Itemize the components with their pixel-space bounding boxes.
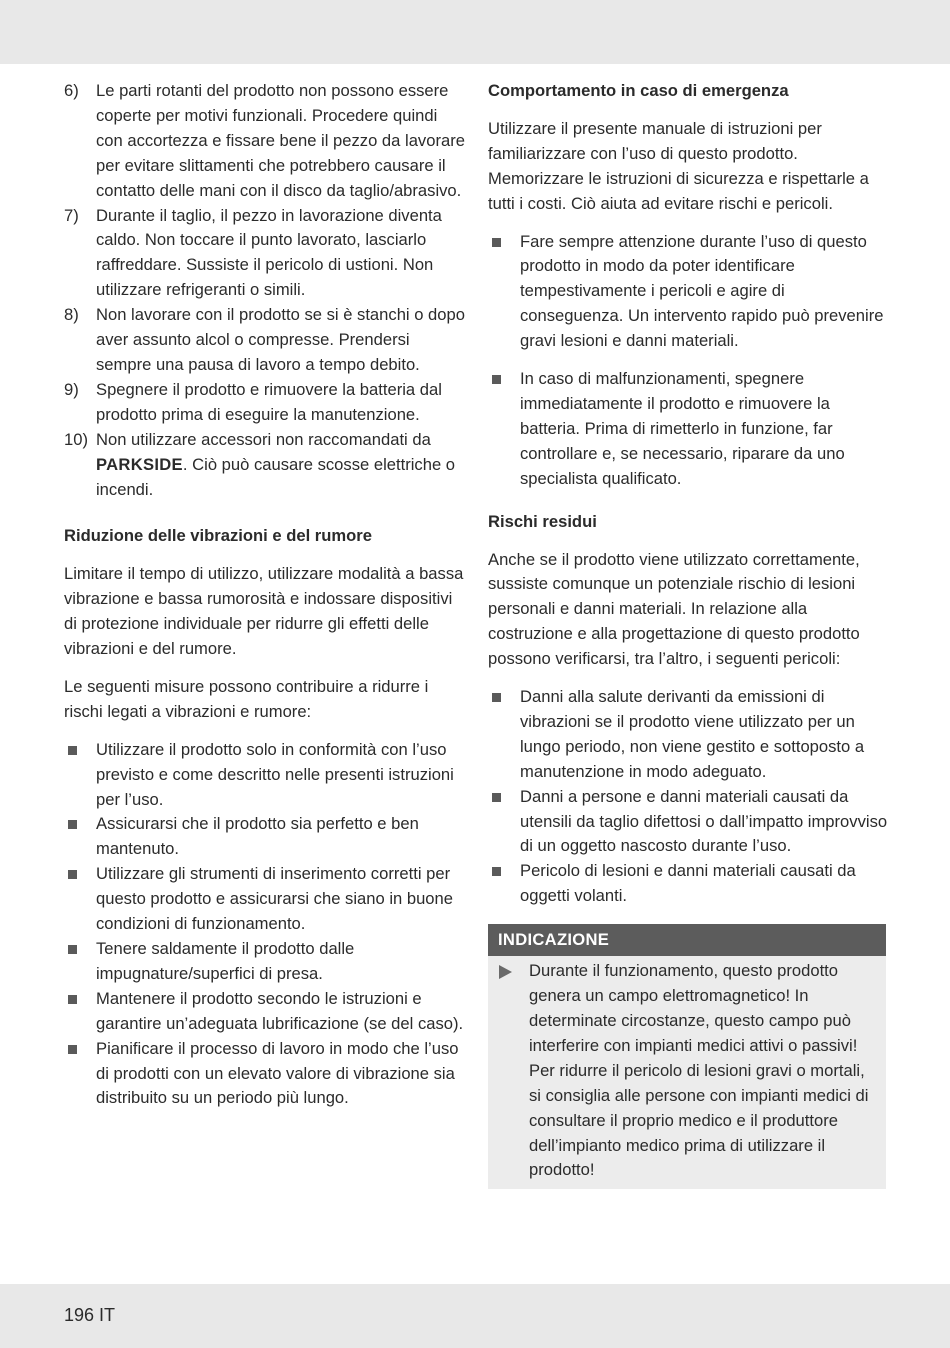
- note-box: [488, 924, 886, 1189]
- square-bullet-icon: [488, 859, 520, 909]
- list-item: [64, 862, 466, 937]
- bullet-text: Mantenere il prodotto secondo le istruzioni e garantire un’adeguata lubrificazione (se del caso).: [96, 988, 464, 1033]
- bullet-text: Danni alla salute derivanti da emissioni di vibrazioni se il prodotto viene utilizzato per un lungo periodo, non viene gestito e sottoposto a manutenzione in modo adeguato.: [520, 687, 865, 781]
- header-band: [0, 0, 950, 64]
- square-bullet-icon: [64, 937, 96, 987]
- square-bullet-icon: [488, 685, 520, 785]
- vibration-paragraph: Limitare il tempo di utilizzo, utilizzare modalità a bassa vibrazione e bassa rumorosità e indossare dispositivi di protezione individuale per ridurre gli effetti delle vibrazioni e del rumore.: [64, 564, 464, 659]
- residual-bullet-list: [488, 685, 888, 909]
- item-text: [96, 428, 466, 503]
- square-bullet-icon: [488, 785, 520, 860]
- list-item: [64, 378, 466, 428]
- right-column: [488, 79, 888, 1189]
- item-text-before: Non utilizzare accessori non raccomandati da: [96, 429, 431, 449]
- bullet-text: Utilizzare il prodotto solo in conformità con l’uso previsto e come descritto nelle presenti istruzioni per l’uso.: [96, 739, 454, 809]
- square-bullet-icon: [64, 1037, 96, 1112]
- list-item: [64, 428, 466, 503]
- bullet-text: Fare sempre attenzione durante l’uso di questo prodotto in modo da poter identificare tempestivamente i pericoli e agire di conseguenza. Un intervento rapido può prevenire gravi lesioni e danni materiali.: [520, 231, 884, 351]
- item-text: Le parti rotanti del prodotto non possono essere coperte per motivi funzionali. Procedere quindi con accortezza e fissare bene il pezzo da lavorare per evitare slittamenti che potrebbero causare il contatto delle mani con il disco da taglio/abrasivo.: [96, 81, 465, 200]
- item-text: Spegnere il prodotto e rimuovere la batteria dal prodotto prima di eseguire la manutenzione.: [96, 379, 442, 424]
- item-number: 8): [64, 305, 79, 325]
- emergency-heading: Comportamento in caso di emergenza: [488, 81, 789, 100]
- vibration-bullet-list: [64, 738, 466, 1112]
- square-bullet-icon: [64, 738, 96, 813]
- item-number: 6): [64, 81, 79, 100]
- list-item: [64, 937, 466, 987]
- item-text: Durante il taglio, il pezzo in lavorazione diventa caldo. Non toccare il punto lavorato, lasciarlo raffreddare. Sussiste il pericolo di ustioni. Non utilizzare refrigeranti o simili.: [96, 205, 442, 300]
- list-item: [64, 1037, 466, 1112]
- bullet-text: Pianificare il processo di lavoro in modo che l’uso di prodotti con un elevato valore di vibrazione sia distribuito su un periodo più lungo.: [96, 1038, 459, 1108]
- list-item: [488, 230, 888, 355]
- square-bullet-icon: [64, 812, 96, 862]
- bullet-text: Utilizzare gli strumenti di inserimento corretti per questo prodotto e assicurarsi che siano in buone condizioni di funzionamento.: [96, 864, 453, 934]
- list-item: [64, 204, 466, 304]
- list-item: [488, 367, 888, 492]
- page-number: 196 IT: [64, 1305, 116, 1325]
- list-item: [488, 685, 888, 785]
- item-number: 9): [64, 379, 79, 399]
- numbered-safety-list: [64, 79, 466, 502]
- note-text: Durante il funzionamento, questo prodotto genera un campo elettromagnetico! In determinate circostanze, questo campo può interferire con impianti medici attivi o passivi! Per ridurre il pericolo di lesioni gravi o mortali, si consiglia alle persone con impianti medici di consultare il proprio medico e il produttore dell’impianto medico prima di utilizzare il prodotto!: [529, 961, 869, 1180]
- arrow-right-icon: [488, 959, 529, 1183]
- square-bullet-icon: [64, 862, 96, 937]
- list-item: [64, 79, 466, 204]
- item-text: Non lavorare con il prodotto se si è stanchi o dopo aver assunto alcol o compresse. Prendersi sempre una pausa di lavoro a tempo debito.: [96, 305, 465, 374]
- list-item: [488, 859, 888, 909]
- footer-band: [0, 1284, 950, 1348]
- vibration-measures-intro: Le seguenti misure possono contribuire a ridurre i rischi legati a vibrazioni e rumore:: [64, 676, 429, 721]
- left-column: [64, 79, 466, 1111]
- brand-name: PARKSIDE: [96, 454, 183, 474]
- vibration-heading: Riduzione delle vibrazioni e del rumore: [64, 526, 372, 546]
- square-bullet-icon: [64, 987, 96, 1037]
- residual-risks-paragraph: Anche se il prodotto viene utilizzato correttamente, sussiste comunque un potenziale rischio di lesioni personali e danni materiali. In relazione alla costruzione e alla progettazione di questo prodotto possono verificarsi, tra l’altro, i seguenti pericoli:: [488, 549, 860, 669]
- emergency-paragraph: Utilizzare il presente manuale di istruzioni per familiarizzare con l’uso di questo prodotto. Memorizzare le istruzioni di sicurezza e rispettarle a tutti i costi. Ciò aiuta ad evitare rischi e pericoli.: [488, 118, 869, 213]
- bullet-text: Danni a persone e danni materiali causati da utensili da taglio difettosi o dall’impatto improvviso di un oggetto nascosto durante l’uso.: [520, 786, 888, 856]
- bullet-text: Pericolo di lesioni e danni materiali causati da oggetti volanti.: [520, 861, 856, 906]
- square-bullet-icon: [488, 367, 520, 492]
- square-bullet-icon: [488, 230, 520, 355]
- item-text-after: . Ciò può causare scosse elettriche o incendi.: [96, 454, 456, 499]
- note-title: INDICAZIONE: [488, 924, 886, 956]
- note-body: [488, 956, 886, 1183]
- list-item: [64, 987, 466, 1037]
- bullet-text: Assicurarsi che il prodotto sia perfetto e ben mantenuto.: [96, 814, 419, 859]
- list-item: [64, 303, 466, 378]
- item-number: 7): [64, 205, 79, 225]
- item-number: 10): [64, 429, 88, 449]
- residual-risks-heading: Rischi residui: [488, 511, 597, 531]
- bullet-text: In caso di malfunzionamenti, spegnere immediatamente il prodotto e rimuovere la batteria. Prima di rimetterlo in funzione, far controllare e, se necessario, riparare da uno specialista qualificato.: [520, 369, 845, 488]
- list-item: [64, 738, 466, 813]
- bullet-text: Tenere saldamente il prodotto dalle impugnature/superfici di presa.: [96, 939, 355, 983]
- list-spacer: [488, 354, 888, 367]
- list-item: [488, 785, 888, 860]
- list-item: [64, 812, 466, 862]
- emergency-bullet-list: [488, 230, 888, 492]
